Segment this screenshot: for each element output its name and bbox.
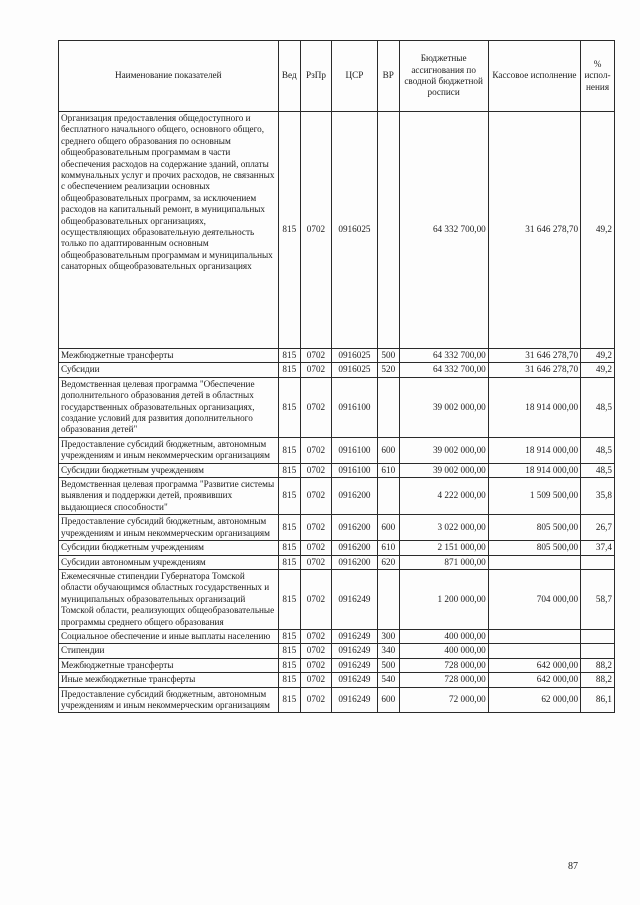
row-pct — [581, 629, 615, 643]
table-header-row — [59, 41, 615, 112]
row-cash — [488, 644, 580, 658]
row-budget: 64 332 700,00 — [399, 349, 488, 363]
row-csr: 0916200 — [331, 515, 377, 541]
row-ved: 815 — [278, 112, 301, 349]
table-row — [59, 658, 615, 672]
row-cash: 1 509 500,00 — [488, 478, 580, 515]
row-rzpr: 0702 — [301, 673, 332, 687]
row-pct: 58,7 — [581, 569, 615, 629]
row-ved: 815 — [278, 687, 301, 713]
row-budget: 728 000,00 — [399, 658, 488, 672]
row-name: Стипендии — [59, 644, 279, 658]
row-rzpr: 0702 — [301, 349, 332, 363]
table-row — [59, 687, 615, 713]
row-csr: 0916025 — [331, 112, 377, 349]
row-name: Предоставление субсидий бюджетным, автономным учреждениям и иным некоммерческим организациям — [59, 687, 279, 713]
row-pct: 48,5 — [581, 377, 615, 437]
row-budget: 3 022 000,00 — [399, 515, 488, 541]
row-ved: 815 — [278, 349, 301, 363]
row-rzpr: 0702 — [301, 569, 332, 629]
row-name: Предоставление субсидий бюджетным, автономным учреждениям и иным некоммерческим организациям — [59, 515, 279, 541]
row-csr: 0916100 — [331, 377, 377, 437]
row-cash: 31 646 278,70 — [488, 349, 580, 363]
table-row — [59, 437, 615, 463]
row-csr: 0916249 — [331, 687, 377, 713]
row-ved: 815 — [278, 515, 301, 541]
table-row — [59, 644, 615, 658]
row-vr: 600 — [378, 687, 400, 713]
row-ved: 815 — [278, 644, 301, 658]
row-vr: 520 — [378, 363, 400, 377]
row-cash: 18 914 000,00 — [488, 377, 580, 437]
row-ved: 815 — [278, 377, 301, 437]
row-ved: 815 — [278, 569, 301, 629]
row-cash: 805 500,00 — [488, 515, 580, 541]
row-csr: 0916025 — [331, 363, 377, 377]
table-row — [59, 377, 615, 437]
table-row — [59, 629, 615, 643]
row-rzpr: 0702 — [301, 463, 332, 477]
row-rzpr: 0702 — [301, 515, 332, 541]
row-ved: 815 — [278, 673, 301, 687]
row-ved: 815 — [278, 463, 301, 477]
header-cash: Кассовое исполнение — [488, 41, 580, 112]
row-csr: 0916249 — [331, 629, 377, 643]
row-budget: 64 332 700,00 — [399, 363, 488, 377]
row-vr: 610 — [378, 541, 400, 555]
row-name: Ежемесячные стипендии Губернатора Томской области обучающимся областных государственных и муниципальных образовательных организаций Томской области, реализующих общеобразовательные программы среднего общего образования — [59, 569, 279, 629]
row-vr: 540 — [378, 673, 400, 687]
row-vr — [378, 377, 400, 437]
row-csr: 0916200 — [331, 541, 377, 555]
row-name: Межбюджетные трансферты — [59, 349, 279, 363]
row-name: Иные межбюджетные трансферты — [59, 673, 279, 687]
row-pct: 37,4 — [581, 541, 615, 555]
table-row — [59, 569, 615, 629]
row-cash: 18 914 000,00 — [488, 463, 580, 477]
row-csr: 0916249 — [331, 658, 377, 672]
row-vr: 610 — [378, 463, 400, 477]
row-cash: 642 000,00 — [488, 673, 580, 687]
table-row — [59, 555, 615, 569]
row-budget: 39 002 000,00 — [399, 463, 488, 477]
row-pct: 49,2 — [581, 363, 615, 377]
row-name: Социальное обеспечение и иные выплаты населению — [59, 629, 279, 643]
header-ved: Вед — [278, 41, 301, 112]
row-name: Субсидии бюджетным учреждениям — [59, 463, 279, 477]
row-pct: 35,8 — [581, 478, 615, 515]
row-cash: 704 000,00 — [488, 569, 580, 629]
row-budget: 871 000,00 — [399, 555, 488, 569]
row-pct: 88,2 — [581, 673, 615, 687]
table-row — [59, 541, 615, 555]
header-pct: % испол-нения — [581, 41, 615, 112]
row-csr: 0916249 — [331, 673, 377, 687]
row-vr: 500 — [378, 349, 400, 363]
row-cash: 18 914 000,00 — [488, 437, 580, 463]
row-rzpr: 0702 — [301, 687, 332, 713]
row-rzpr: 0702 — [301, 478, 332, 515]
row-rzpr: 0702 — [301, 437, 332, 463]
row-rzpr: 0702 — [301, 377, 332, 437]
table-row — [59, 363, 615, 377]
row-name: Организация предоставления общедоступного и бесплатного начального общего, основного общего, среднего общего образования по основным общеобразовательным программам в части обеспечения расходов на содержание зданий, оплаты коммунальных услуг и прочих расходов, не связанных с обеспечением реализации основных общеобразовательных программ, за исключением расходов на капитальный ремонт, в муниципальных общеобразовательных организациях, осуществляющих образовательную деятельность только по адаптированным основным общеобразовательным программам и муниципальных санаторных общеобразовательных организациях — [59, 112, 279, 349]
row-csr: 0916249 — [331, 569, 377, 629]
row-vr — [378, 478, 400, 515]
row-budget: 400 000,00 — [399, 629, 488, 643]
table-row — [59, 463, 615, 477]
table-row — [59, 112, 615, 349]
row-vr: 600 — [378, 515, 400, 541]
row-ved: 815 — [278, 629, 301, 643]
table-row — [59, 349, 615, 363]
header-budget: Бюджетные ассигнования по сводной бюджетной росписи — [399, 41, 488, 112]
table-row — [59, 673, 615, 687]
row-vr: 300 — [378, 629, 400, 643]
row-csr: 0916100 — [331, 437, 377, 463]
row-ved: 815 — [278, 437, 301, 463]
row-pct — [581, 555, 615, 569]
row-csr: 0916249 — [331, 644, 377, 658]
row-csr: 0916200 — [331, 555, 377, 569]
row-rzpr: 0702 — [301, 658, 332, 672]
row-csr: 0916200 — [331, 478, 377, 515]
row-budget: 4 222 000,00 — [399, 478, 488, 515]
row-vr: 500 — [378, 658, 400, 672]
row-name: Субсидии — [59, 363, 279, 377]
row-ved: 815 — [278, 478, 301, 515]
budget-execution-table — [58, 40, 615, 713]
row-pct: 48,5 — [581, 437, 615, 463]
row-ved: 815 — [278, 363, 301, 377]
row-name: Ведомственная целевая программа "Обеспечение дополнительного образования детей в областных государственных образовательных организациях, создание условий для развития дополнительного образования детей" — [59, 377, 279, 437]
header-name: Наименование показателей — [59, 41, 279, 112]
row-pct: 86,1 — [581, 687, 615, 713]
header-csr: ЦСР — [331, 41, 377, 112]
row-cash: 642 000,00 — [488, 658, 580, 672]
row-budget: 39 002 000,00 — [399, 437, 488, 463]
row-ved: 815 — [278, 658, 301, 672]
row-pct — [581, 644, 615, 658]
row-vr: 340 — [378, 644, 400, 658]
row-rzpr: 0702 — [301, 363, 332, 377]
row-vr: 600 — [378, 437, 400, 463]
row-name: Субсидии бюджетным учреждениям — [59, 541, 279, 555]
row-pct: 26,7 — [581, 515, 615, 541]
row-pct: 49,2 — [581, 349, 615, 363]
row-budget: 72 000,00 — [399, 687, 488, 713]
row-budget: 728 000,00 — [399, 673, 488, 687]
row-name: Субсидии автономным учреждениям — [59, 555, 279, 569]
row-budget: 400 000,00 — [399, 644, 488, 658]
row-vr — [378, 569, 400, 629]
row-ved: 815 — [278, 555, 301, 569]
row-cash — [488, 555, 580, 569]
row-cash: 31 646 278,70 — [488, 112, 580, 349]
header-vr: ВР — [378, 41, 400, 112]
row-name: Межбюджетные трансферты — [59, 658, 279, 672]
row-rzpr: 0702 — [301, 555, 332, 569]
row-vr — [378, 112, 400, 349]
table-row — [59, 515, 615, 541]
header-rzpr: РзПр — [301, 41, 332, 112]
row-budget: 2 151 000,00 — [399, 541, 488, 555]
row-rzpr: 0702 — [301, 541, 332, 555]
row-pct: 88,2 — [581, 658, 615, 672]
table-row — [59, 478, 615, 515]
row-csr: 0916100 — [331, 463, 377, 477]
page-number: 87 — [568, 861, 578, 872]
row-rzpr: 0702 — [301, 644, 332, 658]
row-budget: 39 002 000,00 — [399, 377, 488, 437]
row-rzpr: 0702 — [301, 629, 332, 643]
row-rzpr: 0702 — [301, 112, 332, 349]
row-name: Предоставление субсидий бюджетным, автономным учреждениям и иным некоммерческим организациям — [59, 437, 279, 463]
row-budget: 1 200 000,00 — [399, 569, 488, 629]
row-budget: 64 332 700,00 — [399, 112, 488, 349]
row-cash: 31 646 278,70 — [488, 363, 580, 377]
row-pct: 48,5 — [581, 463, 615, 477]
row-ved: 815 — [278, 541, 301, 555]
row-cash: 62 000,00 — [488, 687, 580, 713]
row-csr: 0916025 — [331, 349, 377, 363]
row-vr: 620 — [378, 555, 400, 569]
row-pct: 49,2 — [581, 112, 615, 349]
row-name: Ведомственная целевая программа "Развитие системы выявления и поддержки детей, проявивших выдающиеся способности" — [59, 478, 279, 515]
row-cash — [488, 629, 580, 643]
row-cash: 805 500,00 — [488, 541, 580, 555]
